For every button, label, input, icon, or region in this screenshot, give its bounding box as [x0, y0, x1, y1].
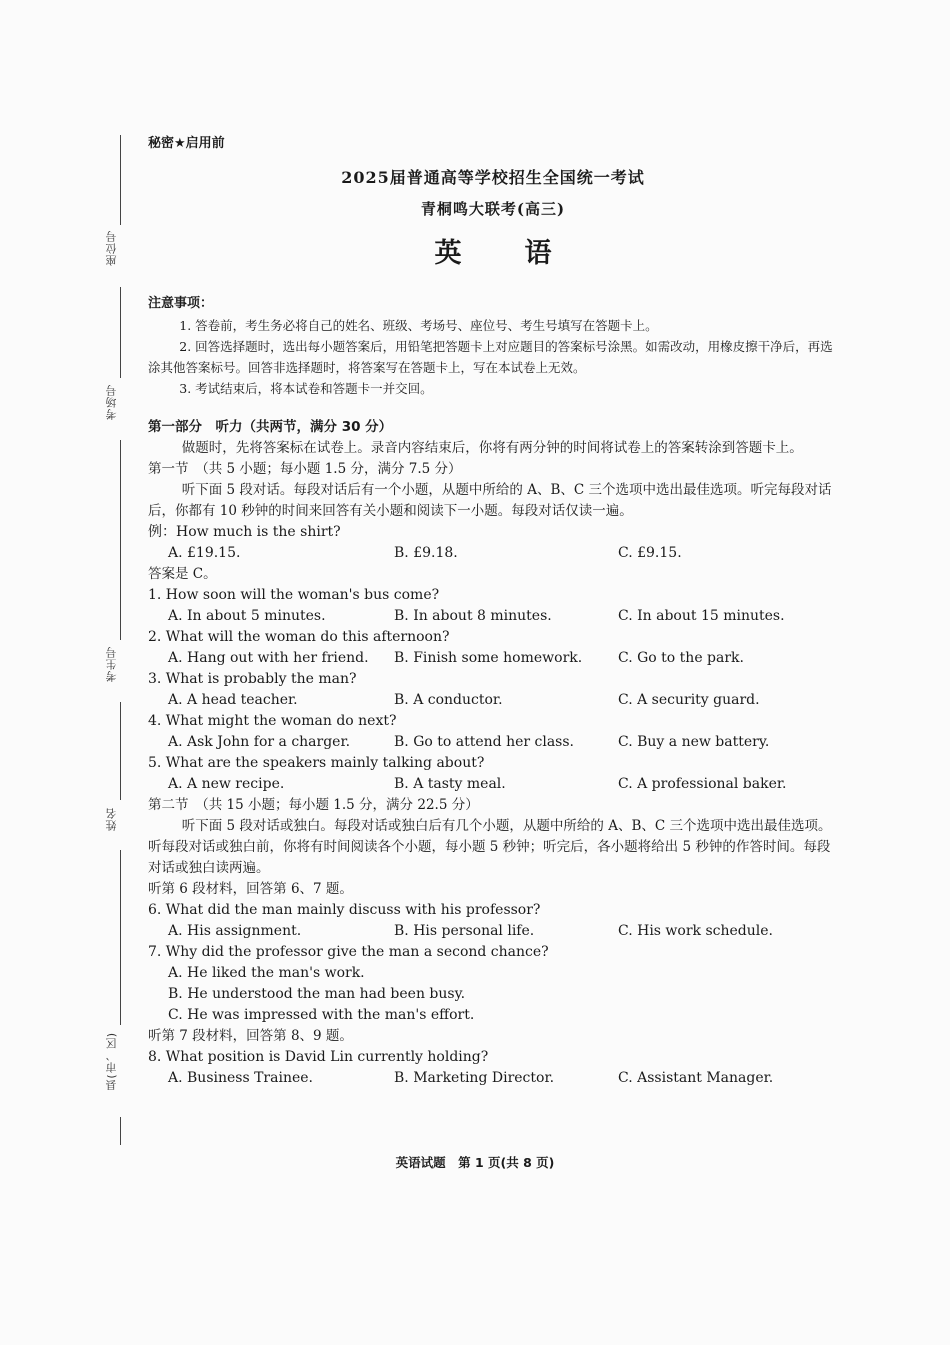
- question-5: 5. What are the speakers mainly talking about?: [148, 755, 485, 771]
- option-c: C. Assistant Manager.: [618, 1070, 774, 1086]
- option-a: A. In about 5 minutes.: [168, 608, 326, 624]
- question-6-options: [148, 921, 838, 942]
- option-b: B. £9.18.: [394, 545, 458, 561]
- option-c: C. In about 15 minutes.: [618, 608, 785, 624]
- student-number-field: [92, 642, 132, 686]
- example-options: [148, 543, 838, 564]
- option-c: C. A professional baker.: [618, 776, 787, 792]
- option-a: A. He liked the man's work.: [168, 965, 365, 981]
- question-1-options: [148, 606, 838, 627]
- question-1: 1. How soon will the woman's bus come?: [148, 587, 440, 603]
- section2-intro: 听下面 5 段对话或独白。每段对话或独白后有几个小题，从题中所给的 A、B、C 三个选项中选出最佳选项。听每段对话或独白前，你将有时间阅读各个小题，每小题 5 秒钟；听完后，各小题将给出 5 秒钟的作答时间。每段对话或独白读两遍。: [148, 818, 832, 876]
- option-c: C. £9.15.: [618, 545, 682, 561]
- option-c: C. Go to the park.: [618, 650, 744, 666]
- option-b: B. Marketing Director.: [394, 1070, 555, 1086]
- student-number-label: 考生号: [104, 642, 120, 686]
- name-label: 姓名: [104, 803, 120, 835]
- option-b: B. A conductor.: [394, 692, 503, 708]
- question-3: 3. What is probably the man?: [148, 671, 357, 687]
- part1-title: 第一部分 听力（共两节，满分 30 分）: [148, 419, 393, 435]
- option-c: C. Buy a new battery.: [618, 734, 770, 750]
- option-b: B. Go to attend her class.: [394, 734, 574, 750]
- option-b: B. In about 8 minutes.: [394, 608, 552, 624]
- question-5-options: [148, 774, 838, 795]
- part1-intro: 做题时，先将答案标在试卷上。录音内容结束后，你将有两分钟的时间将试卷上的答案转涂到答题卡上。: [181, 440, 803, 456]
- option-b: B. A tasty meal.: [394, 776, 506, 792]
- option-a: A. His assignment.: [168, 923, 302, 939]
- county-field: [92, 1028, 132, 1095]
- seat-number-label: 座位号: [104, 226, 120, 270]
- exam-content: [148, 132, 838, 1089]
- question-8-options: [148, 1068, 838, 1089]
- exam-title: 2025届普通高等学校招生全国统一考试: [341, 168, 645, 187]
- option-a: A. £19.15.: [168, 545, 241, 561]
- section1-intro: 听下面 5 段对话。每段对话后有一个小题，从题中所给的 A、B、C 三个选项中选出最佳选项。听完每段对话后，你都有 10 秒钟的时间来回答有关小题和阅读下一小题。每段对话仅读一遍。: [148, 482, 832, 519]
- option-c: C. His work schedule.: [618, 923, 773, 939]
- section2-title: 第二节 （共 15 小题；每小题 1.5 分，满分 22.5 分）: [148, 797, 479, 813]
- question-8: 8. What position is David Lin currently holding?: [148, 1049, 489, 1065]
- notice-item-3: 3. 考试结束后，将本试卷和答题卡一并交回。: [179, 381, 433, 396]
- page-footer: 英语试题 第 1 页(共 8 页): [395, 1155, 555, 1170]
- room-number-field: [92, 380, 132, 424]
- option-c: C. He was impressed with the man's effort.: [168, 1007, 475, 1023]
- subject-title: 英 语: [434, 238, 570, 269]
- option-a: A. Business Trainee.: [168, 1070, 313, 1086]
- notice-title: 注意事项：: [148, 296, 214, 311]
- option-a: A. Hang out with her friend.: [168, 650, 369, 666]
- option-a: A. A new recipe.: [168, 776, 285, 792]
- option-b: B. Finish some homework.: [394, 650, 583, 666]
- secret-mark: 秘密★启用前: [148, 136, 225, 151]
- question-7: 7. Why did the professor give the man a second chance?: [148, 944, 549, 960]
- exam-subtitle: 青桐鸣大联考(高三): [420, 200, 566, 218]
- option-c: C. A security guard.: [618, 692, 760, 708]
- question-3-options: [148, 690, 838, 711]
- option-a: A. A head teacher.: [168, 692, 298, 708]
- question-2-options: [148, 648, 838, 669]
- section1-title: 第一节 （共 5 小题；每小题 1.5 分，满分 7.5 分）: [148, 461, 462, 477]
- option-b: B. His personal life.: [394, 923, 535, 939]
- material-6-instruction: 听第 6 段材料，回答第 6、7 题。: [148, 881, 353, 897]
- question-2: 2. What will the woman do this afternoon?: [148, 629, 450, 645]
- material-7-instruction: 听第 7 段材料，回答第 8、9 题。: [148, 1028, 353, 1044]
- example-question: 例：How much is the shirt?: [148, 524, 341, 540]
- name-field: [92, 803, 132, 835]
- question-4: 4. What might the woman do next?: [148, 713, 397, 729]
- notice-item-1: 1. 答卷前，考生务必将自己的姓名、班级、考场号、座位号、考生号填写在答题卡上。: [179, 318, 658, 333]
- county-label: 县(市、区): [104, 1028, 120, 1095]
- room-number-label: 考场号: [104, 380, 120, 424]
- option-a: A. Ask John for a charger.: [168, 734, 351, 750]
- example-answer: 答案是 C。: [148, 566, 217, 582]
- question-4-options: [148, 732, 838, 753]
- notice-item-2: 2. 回答选择题时，选出每小题答案后，用铅笔把答题卡上对应题目的答案标号涂黑。如需改动，用橡皮擦干净后，再选涂其他答案标号。回答非选择题时，将答案写在答题卡上，写在本试卷上无效。: [148, 339, 833, 375]
- question-6: 6. What did the man mainly discuss with his professor?: [148, 902, 541, 918]
- seat-number-field: [92, 226, 132, 270]
- option-b: B. He understood the man had been busy.: [168, 986, 466, 1002]
